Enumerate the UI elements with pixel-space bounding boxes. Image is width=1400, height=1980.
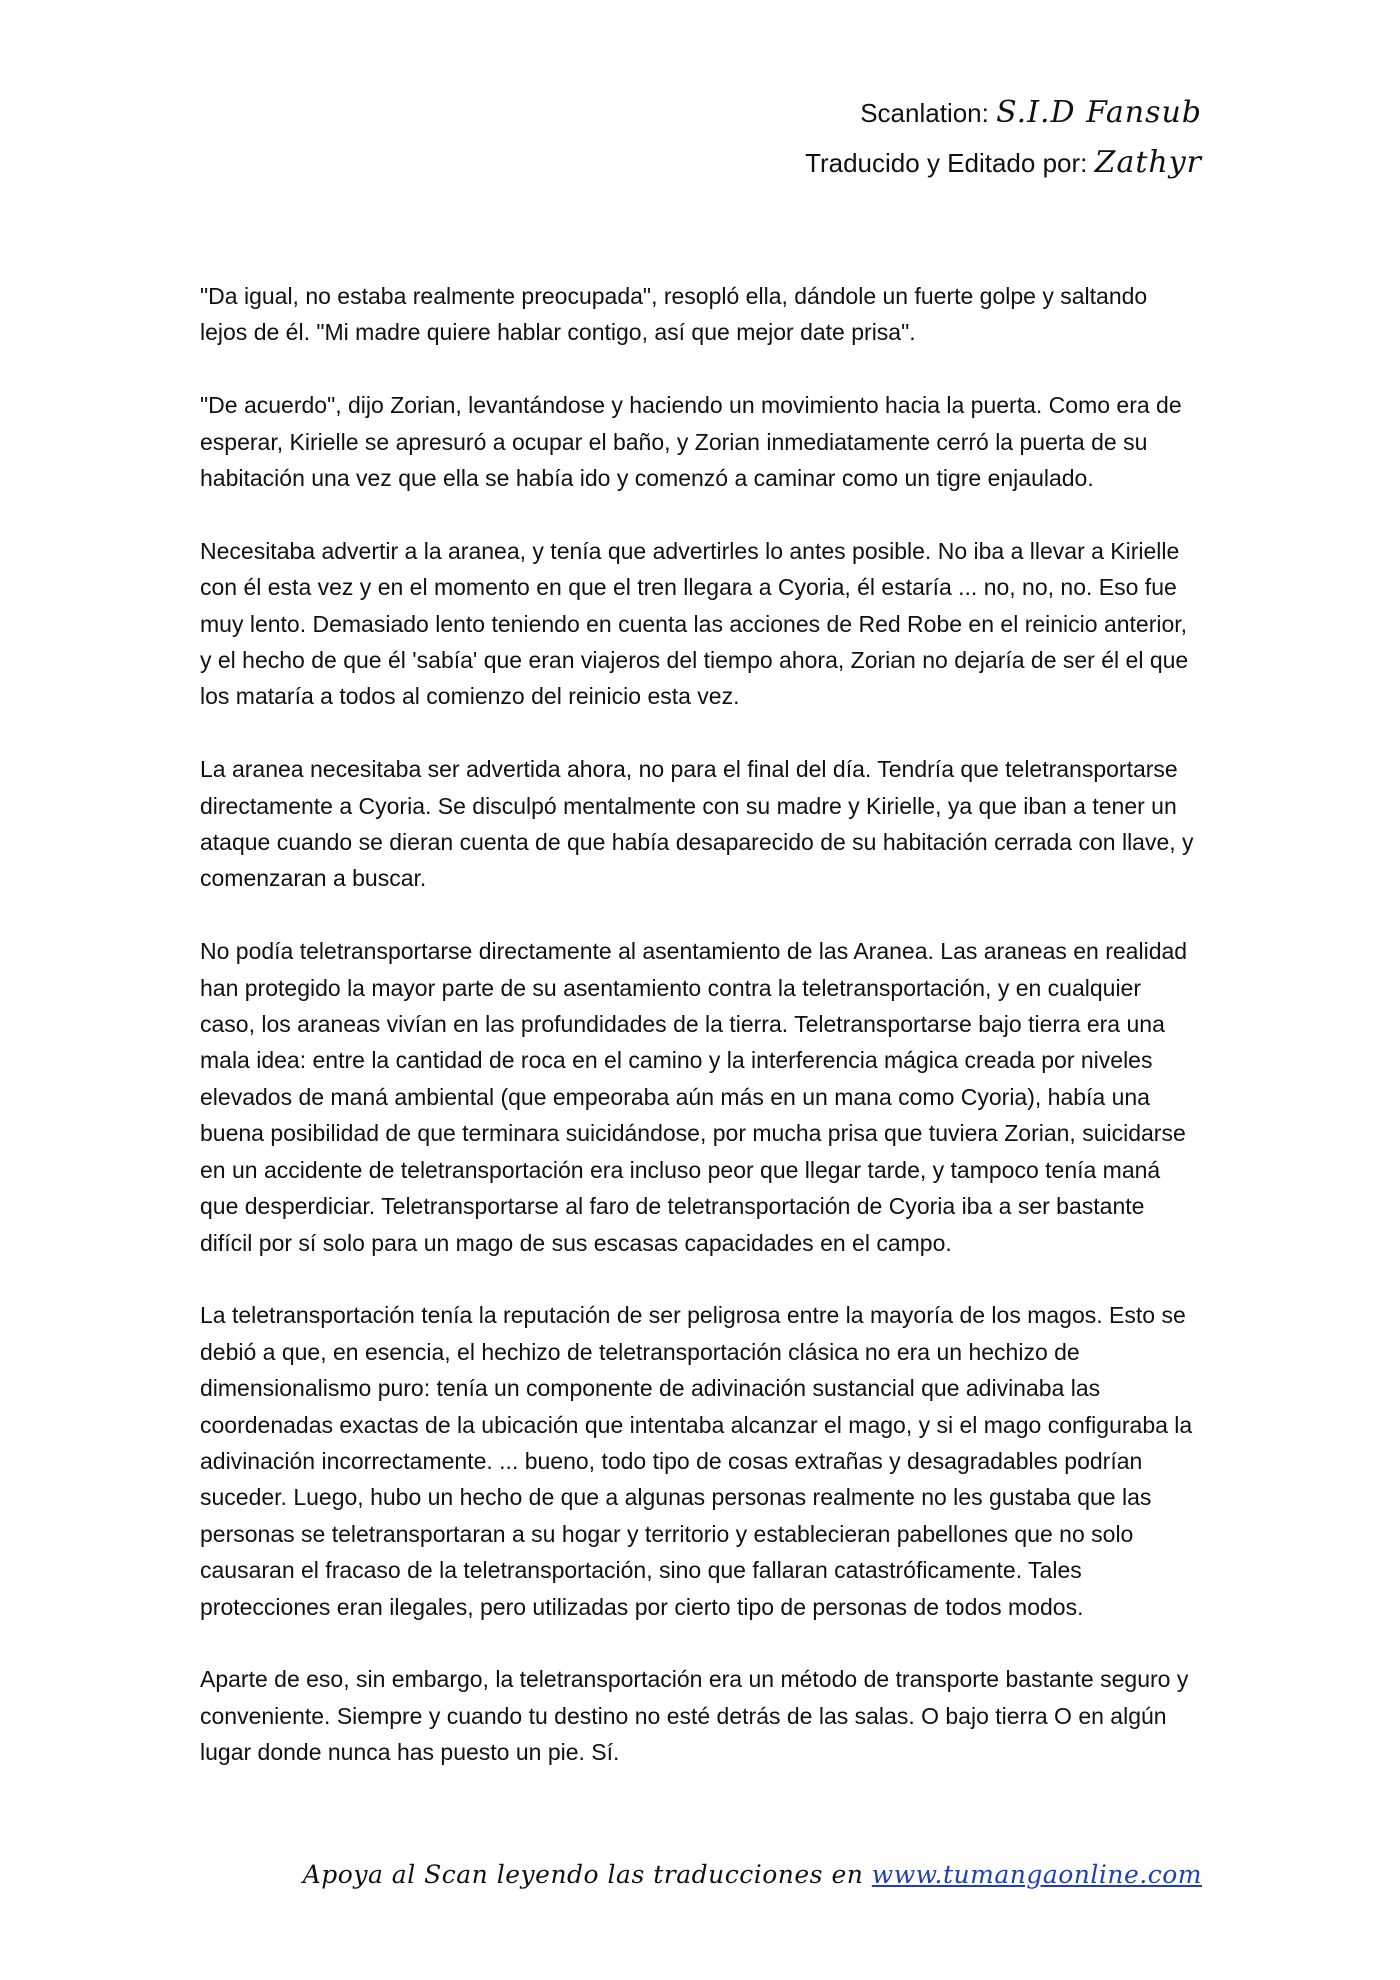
page-header: [805, 88, 1202, 188]
scanlation-name: S.I.D Fansub: [996, 95, 1202, 130]
translator-label: Traducido y Editado por:: [805, 148, 1095, 178]
paragraph-7: Aparte de eso, sin embargo, la teletransportación era un método de transporte bastante seguro y conveniente. Siempre y cuando tu destino no esté detrás de las salas. O bajo tierra O en algún lugar donde nunca has puesto un pie. Sí.: [200, 1666, 1189, 1766]
paragraph-4: La aranea necesitaba ser advertida ahora, no para el final del día. Tendría que teletransportarse directamente a Cyoria. Se disculpó mentalmente con su madre y Kirielle, ya que iban a tener un ataque cuando se dieran cuenta de que había desaparecido de su habitación cerrada con llave, y comenzaran a buscar.: [200, 756, 1194, 892]
paragraph-5: No podía teletransportarse directamente al asentamiento de las Aranea. Las araneas en realidad han protegido la mayor parte de su asentamiento contra la teletransportación, y en cualquier caso, los araneas vivían en las profundidades de la tierra. Teletransportarse bajo tierra era una mala idea: entre la cantidad de roca en el camino y la interferencia mágica creada por niveles elevados de maná ambiental (que empeoraba aún más en un mana como Cyoria), había una buena posibilidad de que terminara suicidándose, por mucha prisa que tuviera Zorian, suicidarse en un accidente de teletransportación era incluso peor que llegar tarde, y tampoco tenía maná que desperdiciar. Teletransportarse al faro de teletransportación de Cyoria iba a ser bastante difícil por sí solo para un mago de sus escasas capacidades en el campo.: [200, 938, 1188, 1256]
paragraph-1: "Da igual, no estaba realmente preocupada", resopló ella, dándole un fuerte golpe y saltando lejos de él. "Mi madre quiere hablar contigo, así que mejor date prisa".: [200, 283, 1148, 346]
translator-credit: [805, 138, 1202, 188]
document-body: [200, 278, 1200, 1807]
paragraph-3: Necesitaba advertir a la aranea, y tenía que advertirles lo antes posible. No iba a llevar a Kirielle con él esta vez y en el momento en que el tren llegara a Cyoria, él estaría ... no, no, no. Eso fue muy lento. Demasiado lento teniendo en cuenta las acciones de Red Robe en el reinicio anterior, y el hecho de que él 'sabía' que eran viajeros del tiempo ahora, Zorian no dejaría de ser él el que los mataría a todos al comienzo del reinicio esta vez.: [200, 537, 1189, 710]
scanlation-label: Scanlation:: [860, 98, 997, 128]
translator-name: Zathyr: [1094, 145, 1202, 180]
page-footer: [303, 1860, 1202, 1889]
paragraph-2: "De acuerdo", dijo Zorian, levantándose y haciendo un movimiento hacia la puerta. Como era de esperar, Kirielle se apresuró a ocupar el baño, y Zorian inmediatamente cerró la puerta de su habitación una vez que ella se había ido y comenzó a caminar como un tigre enjaulado.: [200, 392, 1182, 492]
footer-link[interactable]: www.tumangaonline.com: [871, 1860, 1202, 1889]
scanlation-credit: [805, 88, 1202, 138]
paragraph-6: La teletransportación tenía la reputación de ser peligrosa entre la mayoría de los magos. Esto se debió a que, en esencia, el hechizo de teletransportación clásica no era un hechizo de dimensionalismo puro: tenía un componente de adivinación sustancial que adivinaba las coordenadas exactas de la ubicación que intentaba alcanzar el mago, y si el mago configuraba la adivinación incorrectamente. ... bueno, todo tipo de cosas extrañas y desagradables podrían suceder. Luego, hubo un hecho de que a algunas personas realmente no les gustaba que las personas se teletransportaran a su hogar y territorio y establecieran pabellones que no solo causaran el fracaso de la teletransportación, sino que fallaran catastróficamente. Tales protecciones eran ilegales, pero utilizadas por cierto tipo de personas de todos modos.: [200, 1302, 1193, 1620]
footer-text: Apoya al Scan leyendo las traducciones en: [302, 1860, 872, 1889]
